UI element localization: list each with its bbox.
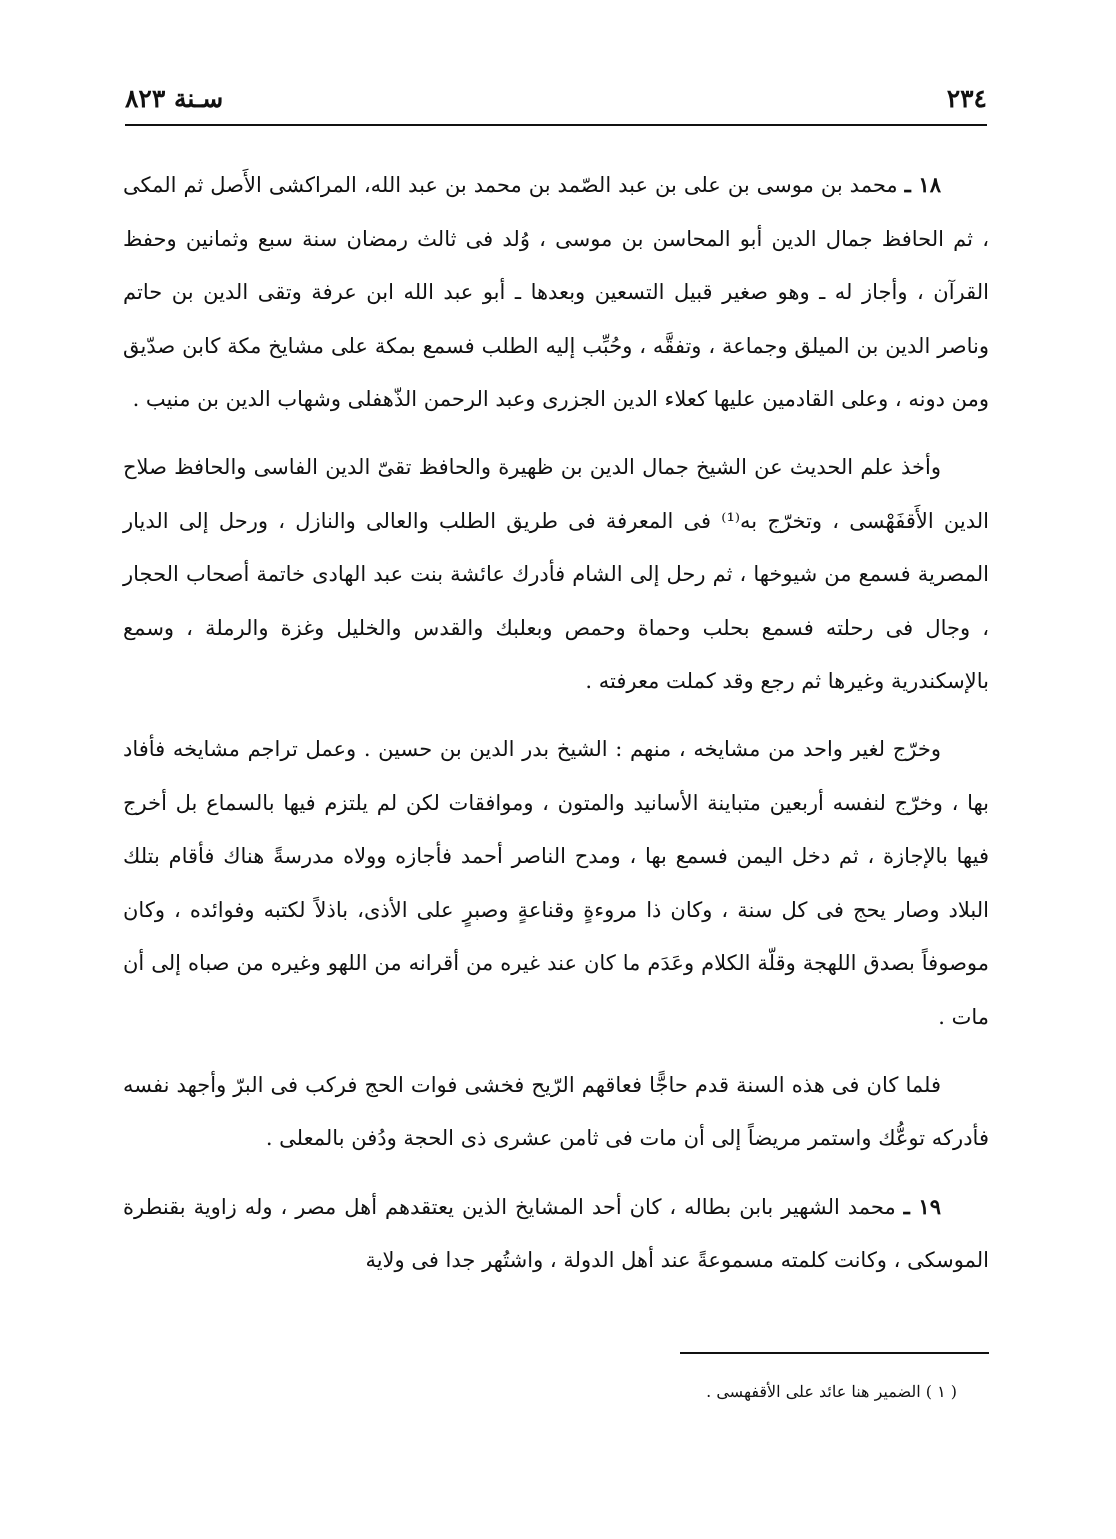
paragraph-entry-19 xyxy=(123,1180,989,1288)
paragraph-text: محمد بن موسى بن على بن عبد الصّمد بن محمد بن عبد الله، المراكشى الأَصل ثم المكى ، ثم الحافظ جمال الدين أبو المحاسن بن موسى ، وُلد فى ثالث رمضان سنة سبع وثمانين وحفظ القرآن ، وأجاز له ـ وهو صغير قبيل التسعين وبعدها ـ أبو عبد الله ابن عرفة وتقى الدين بن حاتم وناصر الدين بن الميلق وجماعة ، وتفقَّه ، وحُبِّب إليه الطلب فسمع بمكة على مشايخ مكة كابن صدّيق ومن دونه ، وعلى القادمين عليها كعلاء الدين الجزرى وعبد الرحمن الذّهفلى وشهاب الدين بن منيب . xyxy=(123,173,989,412)
paragraph-works xyxy=(123,723,989,1045)
paragraph-entry-18 xyxy=(123,158,989,427)
entry-number: ١٨ ـ xyxy=(904,172,941,197)
main-text xyxy=(123,158,989,1288)
footnote: ( ١ ) الضمير هنا عائد على الأقفهسى . xyxy=(706,1382,957,1401)
paragraph-death xyxy=(123,1059,989,1166)
footnote-rule xyxy=(680,1352,989,1354)
paragraph-text: محمد الشهير بابن بطاله ، كان أحد المشايخ الذين يعتقدهم أهل مصر ، وله زاوية بقنطرة الموسكى ، وكانت كلمته مسموعةً عند أهل الدولة ، واشتُهر جدا فى ولاية xyxy=(123,1194,989,1273)
page-header xyxy=(125,78,987,118)
paragraph-text: فلما كان فى هذه السنة قدم حاجًّا فعاقهم الرّيح فخشى فوات الحج فركب فى البرّ وأجهد نفسه فأدركه توعُّك واستمر مريضاً إلى أن مات فى ثامن عشرى ذى الحجة ودُفن بالمعلى . xyxy=(123,1072,989,1151)
running-title-year: سـنة ٨٢٣ xyxy=(125,83,224,113)
paragraph-text: وخرّج لغير واحد من مشايخه ، منهم : الشيخ بدر الدين بن حسين . وعمل تراجم مشايخه فأفاد بها ، وخرّج لنفسه أربعين متباينة الأسانيد والمتون ، وموافقات لكن لم يلتزم فيها بالسماع بل أخرج فيها بالإجازة ، ثم دخل اليمن فسمع بها ، ومدح الناصر أحمد فأجازه وولاه مدرسةً هناك فأقام بتلك البلاد وصار يحج فى كل سنة ، وكان ذا مروءةٍ وقناعةٍ وصبرٍ على الأذى، باذلاً لكتبه وفوائده ، وكان موصوفاً بصدق اللهجة وقلّة الكلام وعَدَم ما كان عند غيره من أقرانه من اللهو وغيره من صباه إلى أن مات . xyxy=(123,736,989,1029)
header-rule xyxy=(125,124,987,126)
page-number: ٢٣٤ xyxy=(946,83,987,113)
paragraph-text: وأخذ علم الحديث عن الشيخ جمال الدين بن ظهيرة والحافظ تقىّ الدين الفاسى والحافظ صلاح الدين الأَقفَهْسى ، وتخرّج به⁽¹⁾ فى المعرفة فى طريق الطلب والعالى والنازل ، ورحل إلى الديار المصرية فسمع من شيوخها ، ثم رحل إلى الشام فأدرك عائشة بنت عبد الهادى خاتمة أصحاب الحجار ، وجال فى رحلته فسمع بحلب وحماة وحمص وبعلبك والقدس والخليل وغزة والرملة ، وسمع بالإسكندرية وغيرها ثم رجع وقد كملت معرفته . xyxy=(123,454,989,694)
entry-number: ١٩ ـ xyxy=(903,1193,941,1219)
paragraph-hadith-study xyxy=(123,441,989,709)
